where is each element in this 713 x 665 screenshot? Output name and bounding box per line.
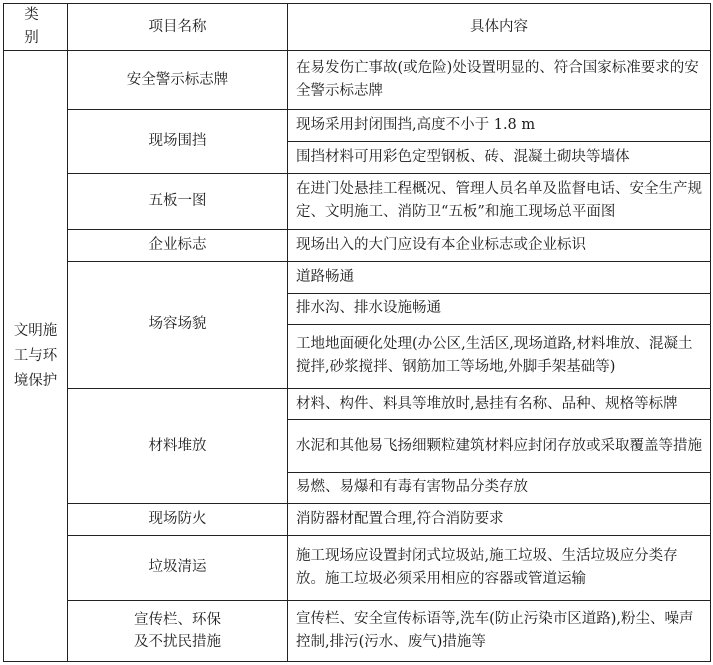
- content-cell: 围挡材料可用彩色定型钢板、砖、混凝土砌块等墙体: [288, 142, 711, 174]
- content-cell: 材料、构件、料具等堆放时,悬挂有名称、品种、规格等标牌: [288, 388, 711, 420]
- content-cell: 道路畅通: [288, 261, 711, 293]
- content-cell: 在进门处悬挂工程概况、管理人员名单及监督电话、安全生产规定、文明施工、消防卫“五板”和施工现场总平面图: [288, 173, 711, 229]
- content-cell: 现场采用封闭围挡,高度不小于 1.8 m: [288, 110, 711, 142]
- content-cell: 水泥和其他易飞扬细颗粒建筑材料应封闭存放或采取覆盖等措施: [288, 420, 711, 472]
- item-name-cell: 场容场貌: [68, 261, 288, 388]
- item-name-cell: 垃圾清运: [68, 536, 288, 600]
- item-name-cell: 安全警示标志牌: [68, 51, 288, 110]
- header-content: 具体内容: [288, 4, 711, 51]
- table-row: [4, 173, 711, 229]
- table-row: [4, 110, 711, 142]
- table-row: [4, 230, 711, 262]
- item-name-cell: 材料堆放: [68, 388, 288, 504]
- item-name-cell: 企业标志: [68, 230, 288, 262]
- content-cell: 易燃、易爆和有毒有害物品分类存放: [288, 472, 711, 504]
- table-row: [4, 51, 711, 110]
- content-table: [3, 3, 711, 662]
- header-item: 项目名称: [68, 4, 288, 51]
- category-cell: 文明施工与环境保护: [4, 51, 68, 662]
- item-name-cell: 现场围挡: [68, 110, 288, 173]
- content-cell: 在易发伤亡事故(或危险)处设置明显的、符合国家标准要求的安全警示标志牌: [288, 51, 711, 110]
- content-cell: 消防器材配置合理,符合消防要求: [288, 504, 711, 536]
- item-name-cell: 现场防火: [68, 504, 288, 536]
- table-row: [4, 388, 711, 420]
- item-name-cell: 五板一图: [68, 173, 288, 229]
- table-row: [4, 504, 711, 536]
- content-cell: 宣传栏、安全宣传标语等,洗车(防止污染市区道路),粉尘、噪声控制,排污(污水、废气)措施等: [288, 600, 711, 662]
- table-body: [4, 51, 711, 662]
- header-category: 类 别: [4, 4, 68, 51]
- content-cell: 现场出入的大门应设有本企业标志或企业标识: [288, 230, 711, 262]
- table-row: [4, 261, 711, 293]
- item-name-cell: 宣传栏、环保及不扰民措施: [68, 600, 288, 662]
- table-row: [4, 536, 711, 600]
- content-cell: 排水沟、排水设施畅通: [288, 293, 711, 325]
- content-cell: 施工现场应设置封闭式垃圾站,施工垃圾、生活垃圾应分类存放。施工垃圾必须采用相应的容器或管道运输: [288, 536, 711, 600]
- content-cell: 工地地面硬化处理(办公区,生活区,现场道路,材料堆放、混凝土搅拌,砂浆搅拌、钢筋加工等场地,外脚手架基础等): [288, 325, 711, 388]
- table-row: [4, 600, 711, 662]
- header-row: [4, 4, 711, 51]
